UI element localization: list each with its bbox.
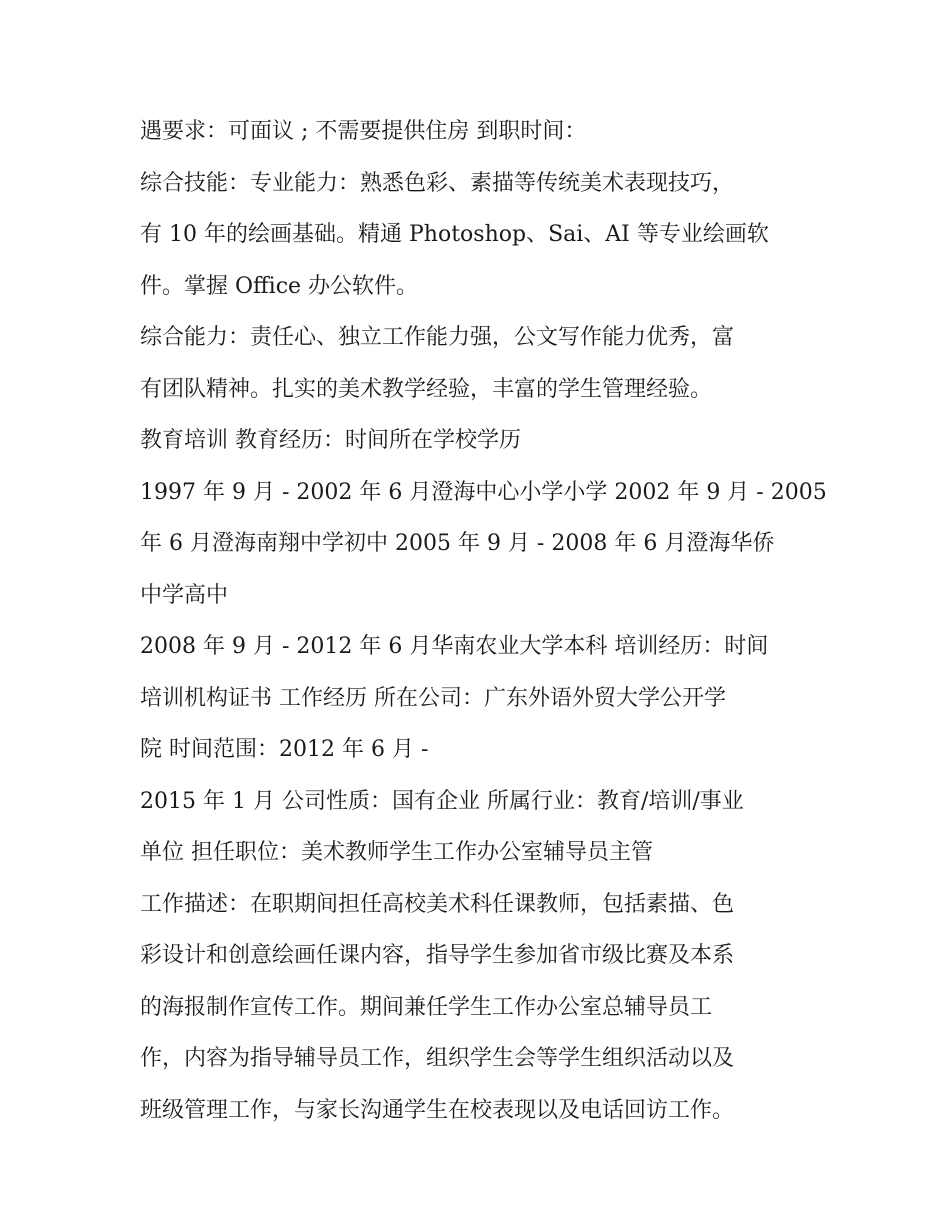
text-line: 1997 年 9 月 - 2002 年 6 月澄海中心小学小学 2002 年 9 月 - 2005 [140,479,827,505]
text-line: 工作描述：在职期间担任高校美术科任课教师，包括素描、色 [140,891,735,917]
text-line: 综合能力：责任心、独立工作能力强，公文写作能力优秀，富 [140,325,735,350]
text-line: 件。掌握 Office 办公软件。 [140,273,419,299]
text-line: 有团队精神。扎实的美术教学经验，丰富的学生管理经验。 [140,376,713,402]
text-line: 院 时间范围：2012 年 6 月 - [140,737,429,762]
text-line: 2008 年 9 月 - 2012 年 6 月华南农业大学本科 培训经历：时间 [140,634,769,659]
text-line: 中学高中 [140,582,229,608]
text-line: 教育培训 教育经历：时间所在学校学历 [140,428,521,453]
text-line: 年 6 月澄海南翔中学初中 2005 年 9 月 - 2008 年 6 月澄海华侨 [140,531,775,556]
text-line: 的海报制作宣传工作。期间兼任学生工作办公室总辅导员工 [140,994,713,1020]
text-line: 班级管理工作，与家长沟通学生在校表现以及电话回访工作。 [140,1097,735,1123]
text-line: 有 10 年的绘画基础。精通 Photoshop、Sai、AI 等专业绘画软 [140,222,769,247]
text-line: 2015 年 1 月 公司性质：国有企业 所属行业：教育/培训/事业 [140,788,744,814]
text-line: 彩设计和创意绘画任课内容，指导学生参加省市级比赛及本系 [140,943,735,968]
text-line: 综合技能：专业能力：熟悉色彩、素描等传统美术表现技巧， [140,170,735,196]
text-line: 遇要求：可面议 ; 不需要提供住房 到职时间： [140,119,587,144]
resume-text-body [140,106,830,1136]
text-line: 单位 担任职位：美术教师学生工作办公室辅导员主管 [140,840,653,865]
text-line: 培训机构证书 工作经历 所在公司：广东外语外贸大学公开学 [140,685,726,711]
text-line: 作，内容为指导辅导员工作，组织学生会等学生组织活动以及 [140,1046,735,1071]
